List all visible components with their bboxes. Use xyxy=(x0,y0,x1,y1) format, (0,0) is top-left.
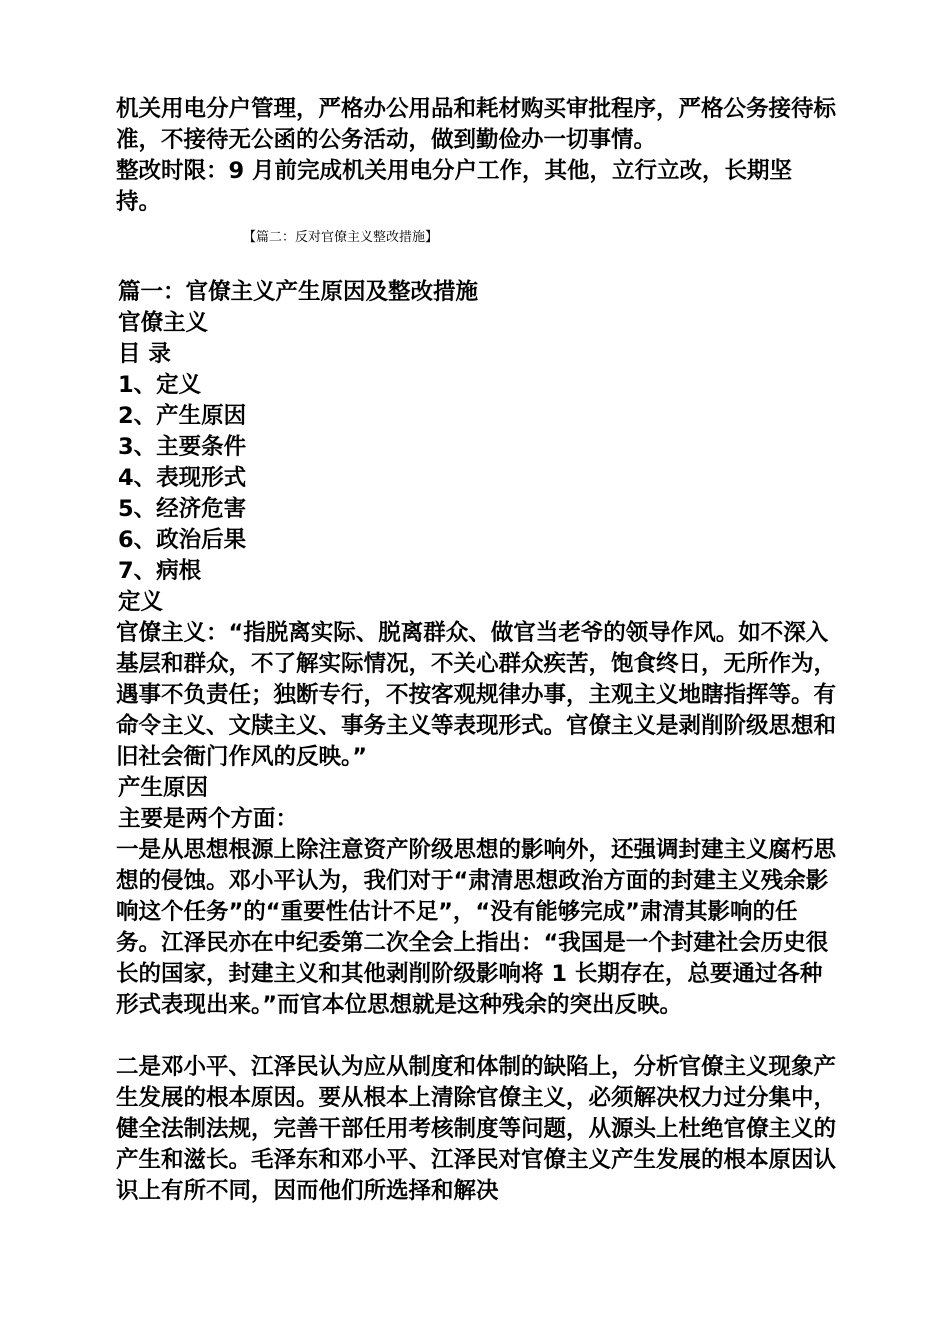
intro-paragraph-2: 整改时限：9 月前完成机关用电分户工作，其他，立行立改，长期坚持。 xyxy=(116,158,792,215)
definition-paragraph: 官僚主义：“指脱离实际、脱离群众、做官当老爷的领导作风。如不深入基层和群众，不了解实际情况，不关心群众疾苦，饱食终日，无所作为，遇事不负责任；独断专行，不按客观规律办事，主观主义地瞎指挥等。有命令主义、文牍主义、事务主义等表现形式。官僚主义是剥削阶级思想和旧社会衙门作风的反映。” xyxy=(116,620,837,770)
toc-item-forms: 4、表现形式 xyxy=(118,465,247,491)
toc-item-definition: 1、定义 xyxy=(118,372,202,398)
toc-item-conditions: 3、主要条件 xyxy=(118,434,247,460)
toc-item-root-cause: 7、病根 xyxy=(118,558,202,584)
article-subheading: 官僚主义 xyxy=(118,310,209,336)
toc-title: 目 录 xyxy=(118,341,171,367)
causes-paragraph-1: 一是从思想根源上除注意资产阶级思想的影响外，还强调封建主义腐朽思想的侵蚀。邓小平认为，我们对于“肃清思想政治方面的封建主义残余影响这个任务”的“重要性估计不足”，“没有能够完成”肃清其影响的任务。江泽民亦在中纪委第二次全会上指出：“我国是一个封建社会历史很长的国家，封建主义和其他剥削阶级影响将 1 长期存在，总要通过各种形式表现出来。”而官本位思想就是这种残余的突出反映。 xyxy=(116,837,837,1018)
table-of-contents xyxy=(118,370,246,587)
toc-item-causes: 2、产生原因 xyxy=(118,403,247,429)
intro-paragraph-1: 机关用电分户管理，严格办公用品和耗材购买审批程序，严格公务接待标准，不接待无公函的公务活动，做到勤俭办一切事情。 xyxy=(116,96,837,153)
causes-title: 产生原因 xyxy=(118,775,209,801)
causes-paragraph-2: 二是邓小平、江泽民认为应从制度和体制的缺陷上，分析官僚主义现象产生发展的根本原因。要从根本上清除官僚主义，必须解决权力过分集中，健全法制法规，完善干部任用考核制度等问题，从源头上杜绝官僚主义的产生和滋长。毛泽东和邓小平、江泽民对官僚主义产生发展的根本原因认识上有所不同，因而他们所选择和解决 xyxy=(116,1054,837,1204)
causes-intro: 主要是两个方面： xyxy=(118,806,299,832)
toc-item-political-consequences: 6、政治后果 xyxy=(118,527,247,553)
section-note: 【篇二：反对官僚主义整改措施】 xyxy=(243,230,439,245)
article-heading: 篇一：官僚主义产生原因及整改措施 xyxy=(118,279,479,305)
definition-title: 定义 xyxy=(118,589,164,615)
toc-item-economic-harm: 5、经济危害 xyxy=(118,496,247,522)
